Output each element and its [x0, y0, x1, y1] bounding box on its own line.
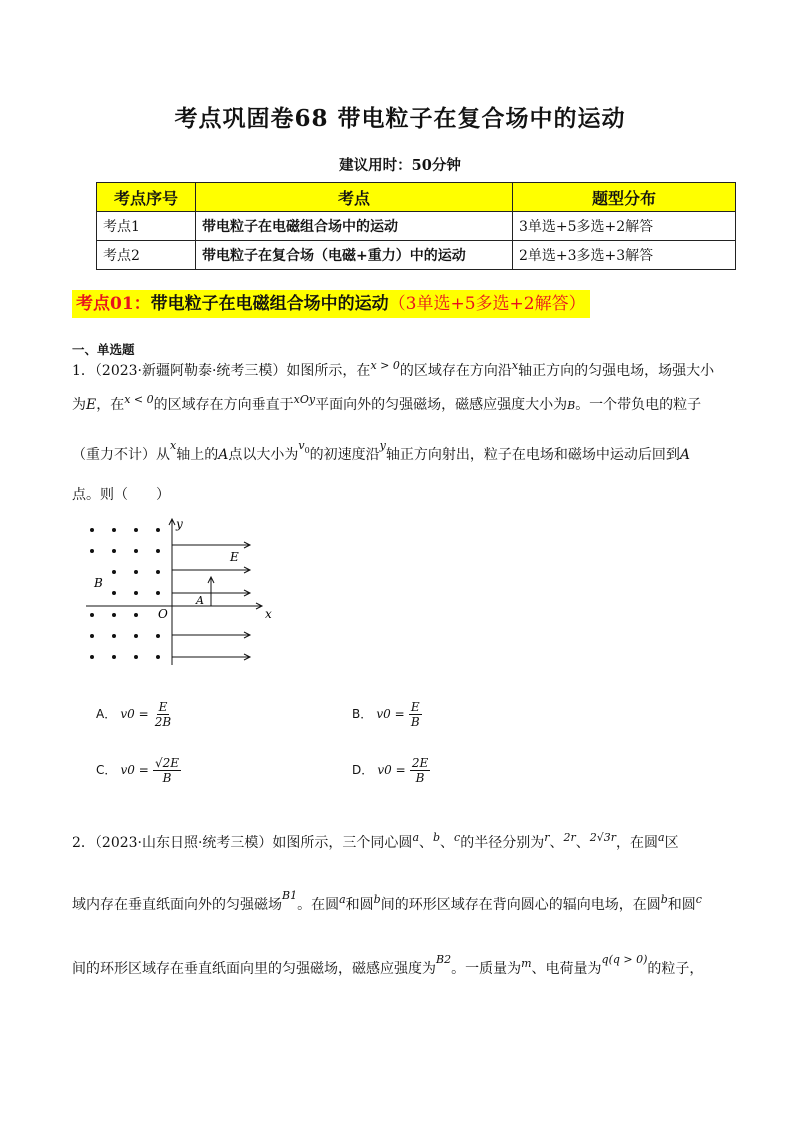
topic-overview-table: [96, 182, 736, 270]
table-cell: 3单选+5多选+2解答: [513, 212, 736, 241]
table-row: [97, 241, 736, 270]
q2-text: 、: [419, 835, 433, 851]
q2-text: 、电荷量为: [531, 961, 602, 977]
q2-math: b: [373, 893, 381, 906]
q2-text: 间的环形区域存在背向圆心的辐向电场，在圆: [380, 897, 661, 913]
q2-text: 。一质量为: [451, 961, 522, 977]
table-header-cell: 考点: [196, 183, 513, 212]
table-cell: 带电粒子在复合场（电磁+重力）中的运动: [196, 241, 513, 270]
section-header: [72, 290, 590, 318]
q1-text: 轴上的: [176, 447, 219, 463]
q1-text: 的区域存在方向垂直于: [153, 397, 294, 413]
q2-text: 的半径分别为: [460, 835, 545, 851]
option-c[interactable]: [96, 756, 181, 785]
table-cell: 带电粒子在电磁组合场中的运动: [196, 212, 513, 241]
q2-math: q(q > 0): [601, 953, 648, 966]
q2-math: a: [412, 831, 419, 844]
q2-math: c: [454, 831, 461, 844]
q1-text: 平面向外的匀强磁场，磁感应强度大小为: [315, 397, 568, 413]
q2-math: b: [433, 831, 441, 844]
table-cell: 考点1: [97, 212, 196, 241]
option-fraction: $\frac{E}{2B}$: [154, 700, 172, 729]
option-b[interactable]: [352, 700, 422, 729]
question-2-line-2: [72, 889, 728, 916]
q2-math: a: [658, 831, 665, 844]
origin-label: O: [158, 607, 168, 621]
section-tag: 考点01：: [76, 294, 151, 314]
q1-text: （重力不计）从: [72, 447, 170, 463]
q2-math: r: [544, 831, 550, 844]
x-axis-label: x: [265, 607, 272, 621]
question-1-line-3: [72, 439, 728, 467]
option-label: B．: [352, 707, 373, 721]
q1-math: xOy: [293, 393, 316, 406]
table-header-row: [97, 183, 736, 212]
option-fraction: $\frac{E}{B}$: [410, 700, 420, 729]
option-label: A．: [96, 707, 117, 721]
option-d[interactable]: [352, 756, 430, 785]
option-label: C．: [96, 763, 117, 777]
q2-text: 间的环形区域存在垂直纸面向里的匀强磁场，磁感应强度为: [72, 961, 436, 977]
q1-math: E: [86, 397, 97, 413]
q1-text: 轴正方向射出，粒子在电场和磁场中运动后回到: [385, 447, 680, 463]
option-lhs: v0 =: [120, 707, 149, 721]
option-fraction: $\frac{√2E}{B}$: [154, 756, 180, 785]
question-1-line-1: [72, 361, 728, 382]
point-a-label: A: [196, 594, 204, 607]
field-diagram: [80, 515, 280, 675]
q1-math: A: [218, 447, 229, 463]
section-distribution: （3单选+5多选+2解答）: [388, 294, 586, 314]
option-lhs: v0 =: [120, 763, 149, 777]
table-cell: 考点2: [97, 241, 196, 270]
table-header-cell: 考点序号: [97, 183, 196, 212]
q2-text: 的粒子，: [647, 961, 704, 977]
q1-text: 的初速度沿: [309, 447, 380, 463]
suggested-time: 建议用时：50分钟: [339, 157, 461, 174]
e-field-label: E: [230, 550, 239, 564]
q2-text: 和圆: [667, 897, 696, 913]
question-1-line-4: 点。则（ ）: [72, 487, 170, 503]
table-cell: 2单选+3多选+3解答: [513, 241, 736, 270]
page-title: 考点巩固卷68 带电粒子在复合场中的运动: [174, 105, 626, 132]
q1-math: y: [379, 439, 386, 452]
q2-math: m: [521, 957, 532, 970]
q2-text: ，在圆: [616, 835, 659, 851]
q2-math: B2: [436, 953, 452, 966]
q2-math: c: [695, 893, 702, 906]
b-field-label: B: [94, 576, 103, 590]
q2-math: 2√3r: [589, 831, 617, 844]
q2-math: b: [660, 893, 668, 906]
q1-math: x < 0: [124, 393, 154, 406]
q2-math: a: [339, 893, 346, 906]
table-row: [97, 212, 736, 241]
q1-math: 0: [304, 446, 310, 455]
y-axis-label: y: [176, 517, 183, 531]
option-lhs: v0 =: [376, 707, 405, 721]
q2-text: 。在圆: [297, 897, 340, 913]
q2-text: 、: [440, 835, 455, 851]
q1-text: 1．（2023·新疆阿勒泰·统考三模）如图所示，在: [72, 363, 371, 379]
q1-math: v: [298, 439, 305, 452]
question-2-line-3: [72, 953, 728, 980]
q2-math: 2r: [563, 831, 576, 844]
q2-text: 和圆: [345, 897, 374, 913]
question-2-line-1: [72, 833, 728, 854]
section-title: 带电粒子在电磁组合场中的运动: [150, 294, 389, 314]
initial-velocity-arrow: [208, 577, 214, 606]
q2-text: 2．（2023·山东日照·统考三模）如图所示，三个同心圆: [72, 835, 413, 851]
option-fraction: $\frac{2E}{B}$: [411, 756, 429, 785]
q2-text: 区: [664, 835, 679, 851]
q1-math: A: [679, 447, 690, 463]
q1-math: B: [567, 399, 576, 412]
q1-text: 。一个带负电的粒子: [575, 397, 702, 413]
q1-text: 的区域存在方向沿: [399, 363, 512, 379]
q1-text: ，在: [96, 397, 125, 413]
question-1-line-2: [72, 395, 728, 416]
option-lhs: v0 =: [377, 763, 406, 777]
magnetic-field-dots: [90, 528, 160, 659]
q1-text: 为: [72, 397, 86, 413]
question-type-heading: 一、单选题: [72, 342, 135, 357]
q1-text: 点以大小为: [228, 447, 299, 463]
q2-text: 域内存在垂直纸面向外的匀强磁场: [72, 897, 282, 913]
q2-text: 、: [575, 835, 590, 851]
q1-math: x: [511, 359, 519, 372]
q2-math: B1: [282, 889, 298, 902]
q1-math: x: [170, 439, 177, 452]
q2-text: 、: [549, 835, 564, 851]
option-a[interactable]: [96, 700, 173, 729]
table-header-cell: 题型分布: [513, 183, 736, 212]
q1-text: 轴正方向的匀强电场，场强大小: [518, 363, 715, 379]
option-label: D．: [352, 763, 374, 777]
q1-math: x > 0: [370, 359, 400, 372]
